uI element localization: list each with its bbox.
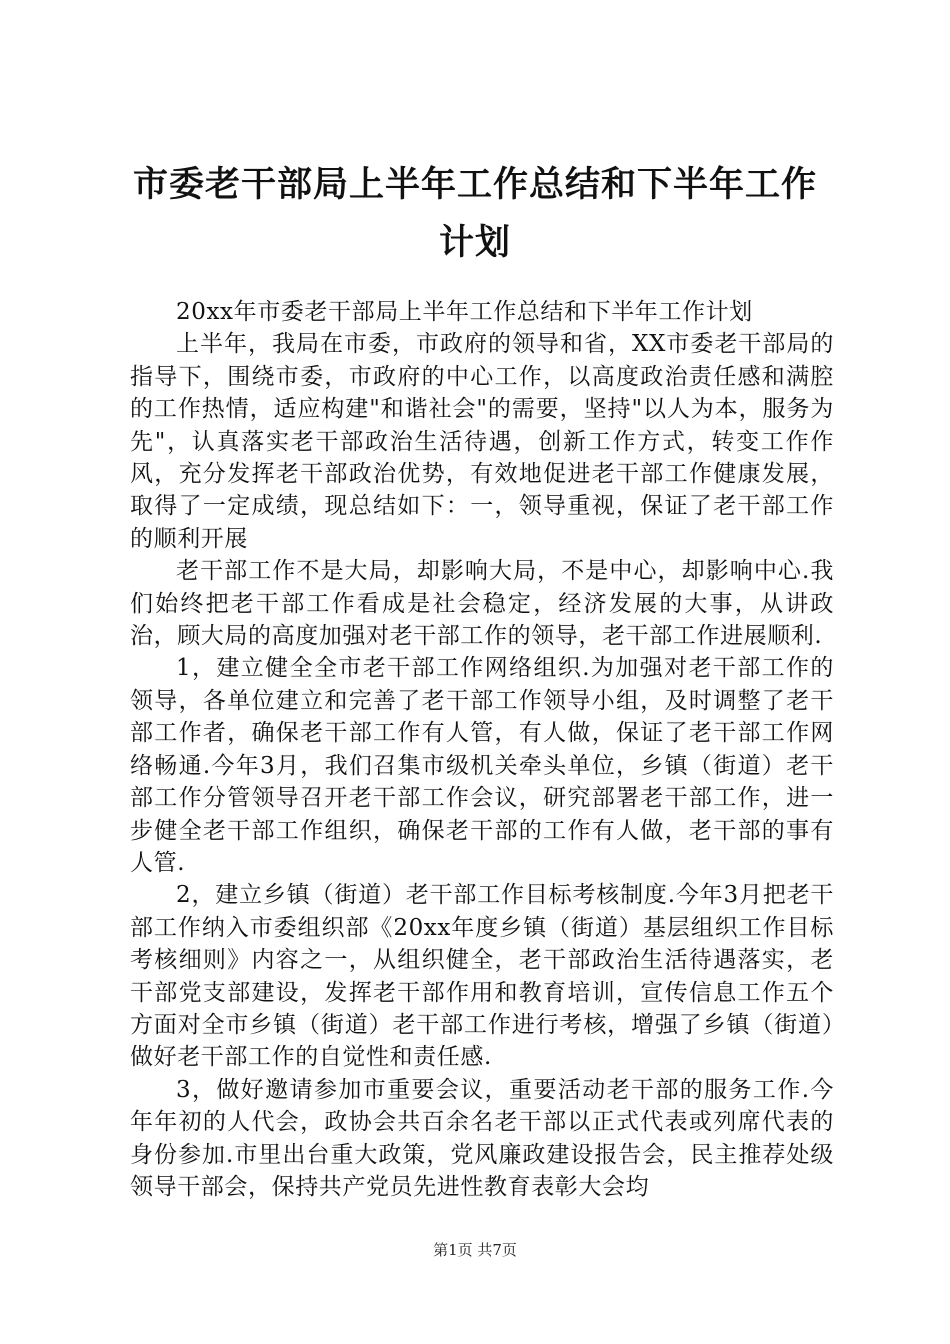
paragraph-leadership: 老干部工作不是大局，却影响大局，不是中心，却影响中心.我们始终把老干部工作看成是社会稳定，经济发展的大事，从讲政治，顾大局的高度加强对老干部工作的领导，老干部工作进展顺利. — [130, 558, 834, 650]
document-body — [130, 296, 834, 1203]
paragraph-intro: 上半年，我局在市委，市政府的领导和省，XX市委老干部局的指导下，围绕市委，市政府的中心工作，以高度政治责任感和满腔的工作热情，适应构建"和谐社会"的需要，坚持"以人为本，服务为先"，认真落实老干部政治生活待遇，创新工作方式，转变工作作风，充分发挥老干部政治优势，有效地促进老干部工作健康发展，取得了一定成绩，现总结如下：一，领导重视，保证了老干部工作的顺利开展 — [130, 331, 834, 552]
paragraph-subtitle: 20xx年市委老干部局上半年工作总结和下半年工作计划 — [176, 299, 753, 325]
document-title: 市委老干部局上半年工作总结和下半年工作计划 — [132, 165, 817, 263]
page-number-footer: 第1页 共7页 — [433, 1241, 517, 1259]
paragraph-item-2: 2，建立乡镇（街道）老干部工作目标考核制度.今年3月把老干部工作纳入市委组织部《20xx年度乡镇（街道）基层组织工作目标考核细则》内容之一，从组织健全，老干部政治生活待遇落实，老干部党支部建设，发挥老干部作用和教育培训，宣传信息工作五个方面对全市乡镇（街道）老干部工作进行考核，增强了乡镇（街道）做好老干部工作的自觉性和责任感. — [130, 882, 834, 1071]
paragraph-item-3: 3，做好邀请参加市重要会议，重要活动老干部的服务工作.今年年初的人代会，政协会共百余名老干部以正式代表或列席代表的身份参加.市里出台重大政策，党风廉政建设报告会，民主推荐处级领导干部会，保持共产党员先进性教育表彰大会均 — [130, 1076, 834, 1200]
paragraph-item-1: 1，建立健全全市老干部工作网络组织.为加强对老干部工作的领导，各单位建立和完善了老干部工作领导小组，及时调整了老干部工作者，确保老干部工作有人管，有人做，保证了老干部工作网络畅通.今年3月，我们召集市级机关牵头单位，乡镇（街道）老干部工作分管领导召开老干部工作会议，研究部署老干部工作，进一步健全老干部工作组织，确保老干部的工作有人做，老干部的事有人管. — [130, 655, 834, 876]
